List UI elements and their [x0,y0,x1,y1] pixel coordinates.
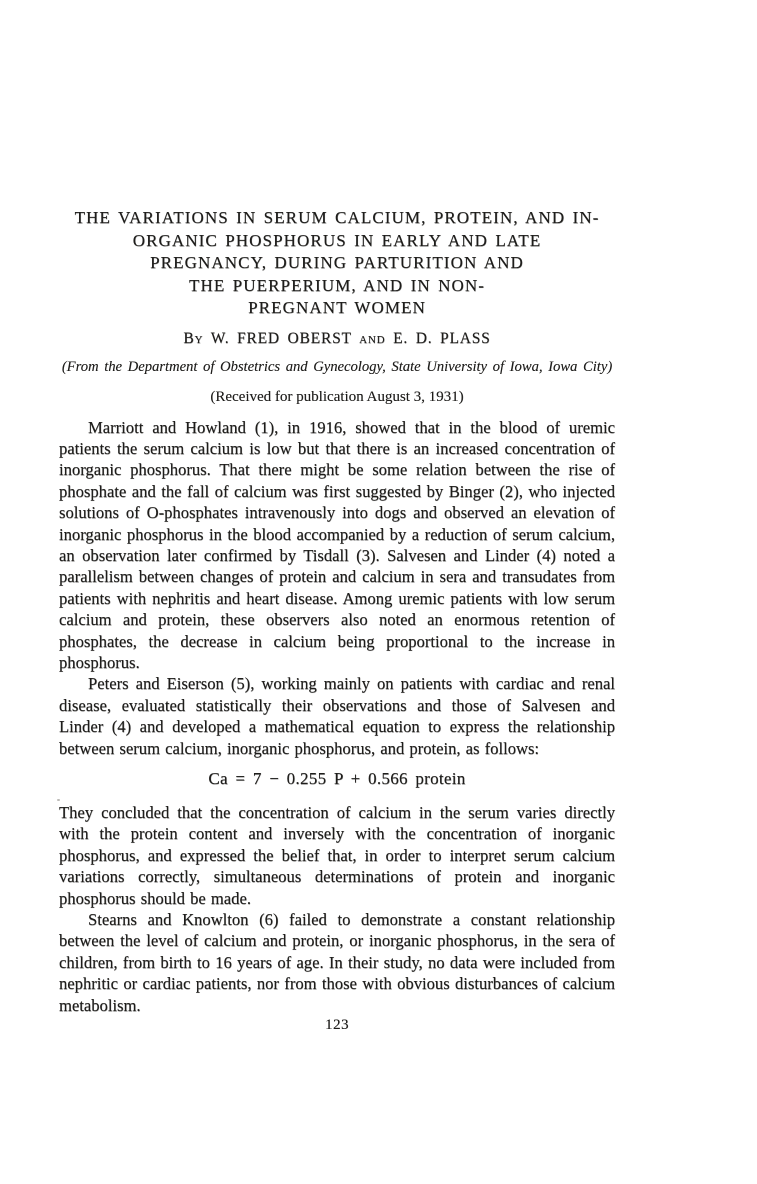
paragraph-stearns-knowlton: Stearns and Knowlton (6) failed to demonstrate a constant relationship between the level of calcium and protein, or inorganic phosphorus, in the sera of children, from birth to 16 years of age. In their study, no data were included from nephritic or cardiac patients, nor from those with obvious disturbances of calcium metabolism. [59,910,615,1015]
article-title [59,207,615,320]
affiliation-note: (From the Department of Obstetrics and Gynecology, State University of Iowa, Iowa City) [61,358,613,375]
title-line-4: THE PUERPERIUM, AND IN NON- [188,275,485,295]
paragraph-conclusion: They concluded that the concentration of calcium in the serum varies directly with the protein content and inversely with the concentration of inorganic phosphorus, and expressed the belief that, in order to interpret serum calcium variations correctly, simultaneous determinations of protein and inorganic phosphorus should be made. [59,803,615,908]
calcium-equation: Ca = 7 − 0.255 P + 0.566 protein [208,769,466,788]
page-number: 123 [325,1017,349,1034]
author-byline: By W. FRED OBERST and E. D. PLASS [183,329,491,347]
title-line-2: ORGANIC PHOSPHORUS IN EARLY AND LATE [132,230,542,250]
title-line-3: PREGNANCY, DURING PARTURITION AND [150,253,524,272]
title-line-5: PREGNANT WOMEN [248,298,426,317]
paragraph-marriott-howland: Marriott and Howland (1), in 1916, showed that in the blood of uremic patients the serum calcium is low but that there is an increased concentration of inorganic phosphorus. That there might be some relation between the rise of phosphate and the fall of calcium was first suggested by Binger (2), who injected solutions of O-phosphates intravenously into dogs and observed an elevation of inorganic phosphorus in the blood accompanied by a reduction of serum calcium, an observation later confirmed by Tisdall (3). Salvesen and Linder (4) noted a parallelism between changes of protein and calcium in sera and transudates from patients with nephritis and heart disease. Among uremic patients with low serum calcium and protein, these observers also noted an enormous retention of phosphates, the decrease in calcium being proportional to the increase in phosphorus. [59,417,615,672]
title-line-1: THE VARIATIONS IN SERUM CALCIUM, PROTEIN, AND IN- [74,208,600,227]
article-content [59,207,615,1034]
paragraph-peters-eiserson: Peters and Eiserson (5), working mainly on patients with cardiac and renal disease, evaluated statistically their observations and those of Salvesen and Linder (4) and developed a mathematical equation to express the relationship between serum calcium, inorganic phosphorus, and protein, as follows: [59,674,615,758]
received-date-note: (Received for publication August 3, 1931) [210,388,464,405]
